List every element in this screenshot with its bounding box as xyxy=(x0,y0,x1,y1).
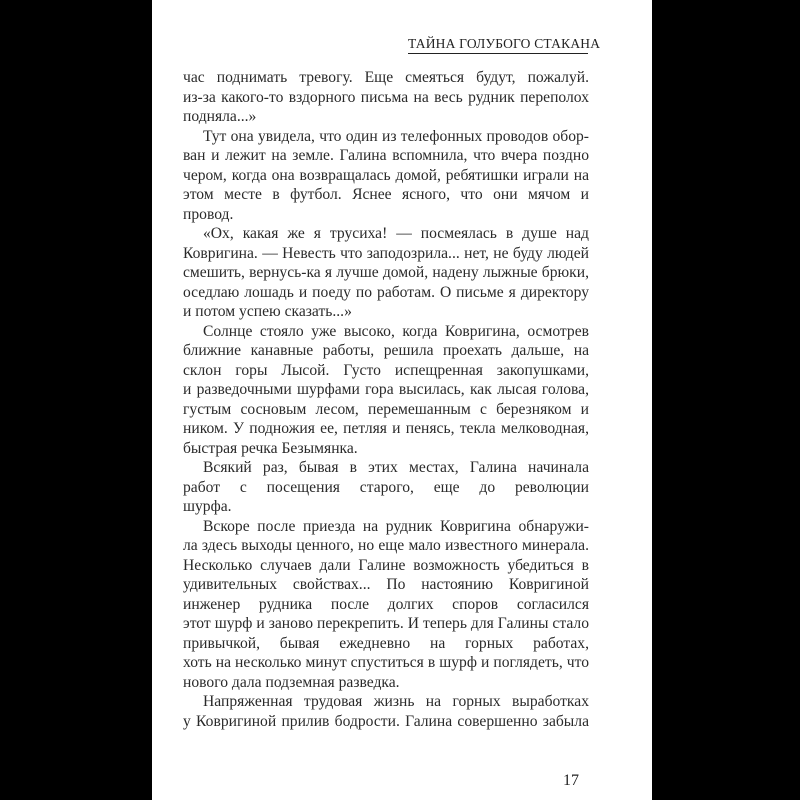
text-line: «Ох, какая же я трусиха! — посмеялась в душе над xyxy=(203,225,589,242)
text-line: Всякий раз, бывая в этих местах, Галина начинала xyxy=(203,459,589,476)
text-line: ником. У подножия ее, петляя и пенясь, текла мелководная, xyxy=(183,420,589,437)
text-line: привычкой, бывая ежедневно на горных работах, xyxy=(183,634,589,652)
body-text xyxy=(183,68,589,731)
running-header: ТАЙНА ГОЛУБОГО СТАКАНА xyxy=(408,36,588,54)
text-line: инженер рудника после долгих споров согласился xyxy=(183,595,589,613)
text-line: ван и лежит на земле. Галина вспомнила, что вчера поздно xyxy=(183,147,589,164)
text-line: удивительных свойствах... По настоянию Ковригиной xyxy=(183,576,589,593)
text-line: густым сосновым лесом, перемешанным с березняком и xyxy=(183,400,589,418)
text-line: подняла...» xyxy=(183,108,257,125)
text-line: из-за какого-то вздорного письма на весь рудник переполох xyxy=(183,88,589,106)
text-line: ла здесь выходы ценного, но еще мало известного минерала. xyxy=(183,537,589,554)
text-line: этом месте в футбол. Яснее ясного, что они мячом и xyxy=(183,186,589,203)
text-line: хоть на несколько минут спуститься в шурф и поглядеть, что xyxy=(183,654,589,671)
text-line: шурфа. xyxy=(183,498,232,515)
text-line: смешить, вернусь-ка я лучше домой, надену лыжные брюки, xyxy=(183,264,589,281)
text-line: Напряженная трудовая жизнь на горных выработках xyxy=(203,693,589,710)
text-line: работ с посещения старого, еще до революции xyxy=(183,478,589,496)
text-line: и потом успею сказать...» xyxy=(183,303,352,320)
text-line: Вскоре после приезда на рудник Ковригина обнаружи- xyxy=(203,517,589,535)
text-line: склон горы Лысой. Густо испещренная закопушками, xyxy=(183,361,589,379)
text-line: оседлаю лошадь и поеду по работам. О письме я директору xyxy=(183,283,589,301)
text-line: Ковригина. — Невесть что заподозрила... нет, не буду людей xyxy=(183,244,589,262)
text-line: провод. xyxy=(183,205,234,223)
page-number: 17 xyxy=(563,772,579,789)
text-line: Несколько случаев дали Галине возможность убедиться в xyxy=(183,556,589,574)
text-line: час поднимать тревогу. Еще смеяться будут, пожалуй. xyxy=(183,69,589,86)
text-line: Тут она увидела, что один из телефонных проводов обор- xyxy=(203,127,589,145)
text-line: Солнце стояло уже высоко, когда Ковригина, осмотрев xyxy=(203,322,589,340)
text-line: у Ковригиной прилив бодрости. Галина совершенно забыла xyxy=(183,712,589,730)
text-line: быстрая речка Безымянка. xyxy=(183,439,358,457)
text-line: этот шурф и заново перекрепить. И теперь для Галины стало xyxy=(183,615,589,632)
text-line: ближние канавные работы, решила проехать дальше, на xyxy=(183,342,589,359)
text-line: чером, когда она возвращалась домой, ребятишки играли на xyxy=(183,166,589,184)
text-line: нового дала подземная разведка. xyxy=(183,673,400,691)
text-line: и разведочными шурфами гора высилась, как лысая голова, xyxy=(183,381,589,398)
book-page xyxy=(152,0,652,800)
